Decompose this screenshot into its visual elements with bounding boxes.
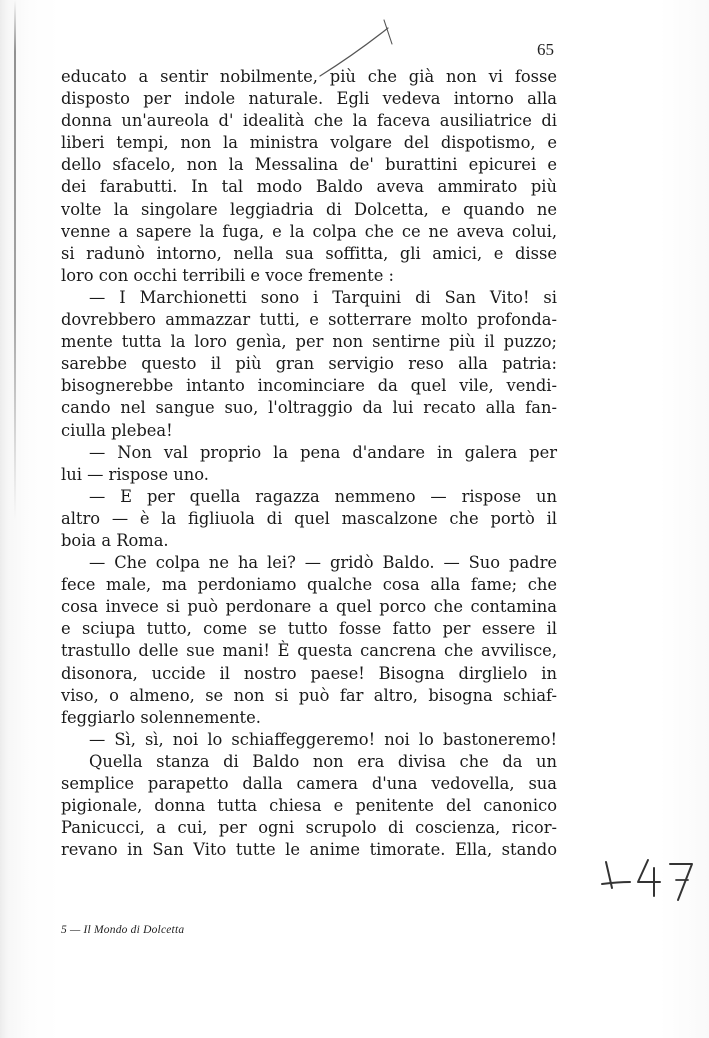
text-line: — I Marchionetti sono i Tarquini di San Vito! si: [89, 287, 557, 307]
text-line: altro — è la figliuola di quel mascalzone che portò il: [61, 508, 557, 528]
text-line: donna un'aureola d' idealità che la faceva ausiliatrice di: [61, 111, 557, 131]
text-line: disposto per indole naturale. Egli vedeva intorno alla: [61, 89, 557, 109]
text-line: bisognerebbe intanto incominciare da quel vile, vendi-: [61, 376, 557, 396]
text-line: Quella stanza di Baldo non era divisa che da un: [89, 751, 557, 771]
text-line: sarebbe questo il più gran servigio reso alla patria:: [61, 354, 557, 374]
text-line: si radunò intorno, nella sua soffitta, gli amici, e disse: [61, 243, 557, 263]
body-text: [61, 66, 557, 861]
text-line: revano in San Vito tutte le anime timorate. Ella, stando: [61, 840, 557, 860]
text-line: cosa invece si può perdonare a quel porco che contamina: [61, 597, 557, 617]
footer-signature: 5 — Il Mondo di Dolcetta: [61, 924, 185, 936]
text-line: trastullo delle sue mani! È questa cancrena che avvilisce,: [61, 641, 557, 661]
text-line: e sciupa tutto, come se tutto fosse fatto per essere il: [61, 619, 557, 639]
text-line: dovrebbero ammazzar tutti, e sotterrare molto profonda-: [61, 310, 557, 330]
text-line: mente tutta la loro genìa, per non sentirne più il puzzo;: [61, 332, 557, 352]
text-line: semplice parapetto dalla camera d'una vedovella, sua: [61, 774, 557, 793]
binding-shadow: [14, 0, 16, 520]
text-line: loro con occhi terribili e voce fremente :: [61, 265, 395, 285]
text-line: liberi tempi, non la ministra volgare del dispotismo, e: [61, 133, 557, 153]
text-line: viso, o almeno, se non si può far altro, bisogna schiaf-: [61, 685, 557, 705]
text-line: — Sì, sì, noi lo schiaffeggeremo! noi lo bastoneremo!: [89, 729, 557, 749]
text-line: pigionale, donna tutta chiesa e penitente del canonico: [61, 796, 557, 816]
text-line: lui — rispose uno.: [61, 464, 209, 484]
text-line: cando nel sangue suo, l'oltraggio da lui recato alla fan-: [61, 398, 557, 418]
page-number: 65: [537, 40, 554, 59]
text-line: venne a sapere la fuga, e la colpa che ce ne aveva colui,: [61, 221, 557, 241]
text-line: — Che colpa ne ha lei? — gridò Baldo. — Suo padre: [89, 553, 557, 573]
text-line: disonora, uccide il nostro paese! Bisogna dirglielo in: [61, 663, 557, 683]
text-line: Panicucci, a cui, per ogni scrupolo di coscienza, ricor-: [61, 818, 557, 838]
text-line: — Non val proprio la pena d'andare in galera per: [89, 442, 557, 462]
text-line: feggiarlo solennemente.: [61, 707, 261, 727]
handwritten-margin-note: [598, 848, 698, 908]
text-line: fece male, ma perdoniamo qualche cosa alla fame; che: [61, 575, 557, 595]
text-line: — E per quella ragazza nemmeno — rispose un: [89, 486, 557, 506]
text-line: educato a sentir nobilmente, più che già non vi fosse: [61, 67, 557, 86]
text-line: dello sfacelo, non la Messalina de' burattini epicurei e: [61, 155, 557, 175]
text-line: boia a Roma.: [61, 530, 169, 550]
text-line: dei farabutti. In tal modo Baldo aveva ammirato più: [61, 177, 557, 197]
text-line: ciulla plebea!: [61, 420, 173, 440]
text-line: volte la singolare leggiadria di Dolcetta, e quando ne: [61, 199, 557, 219]
